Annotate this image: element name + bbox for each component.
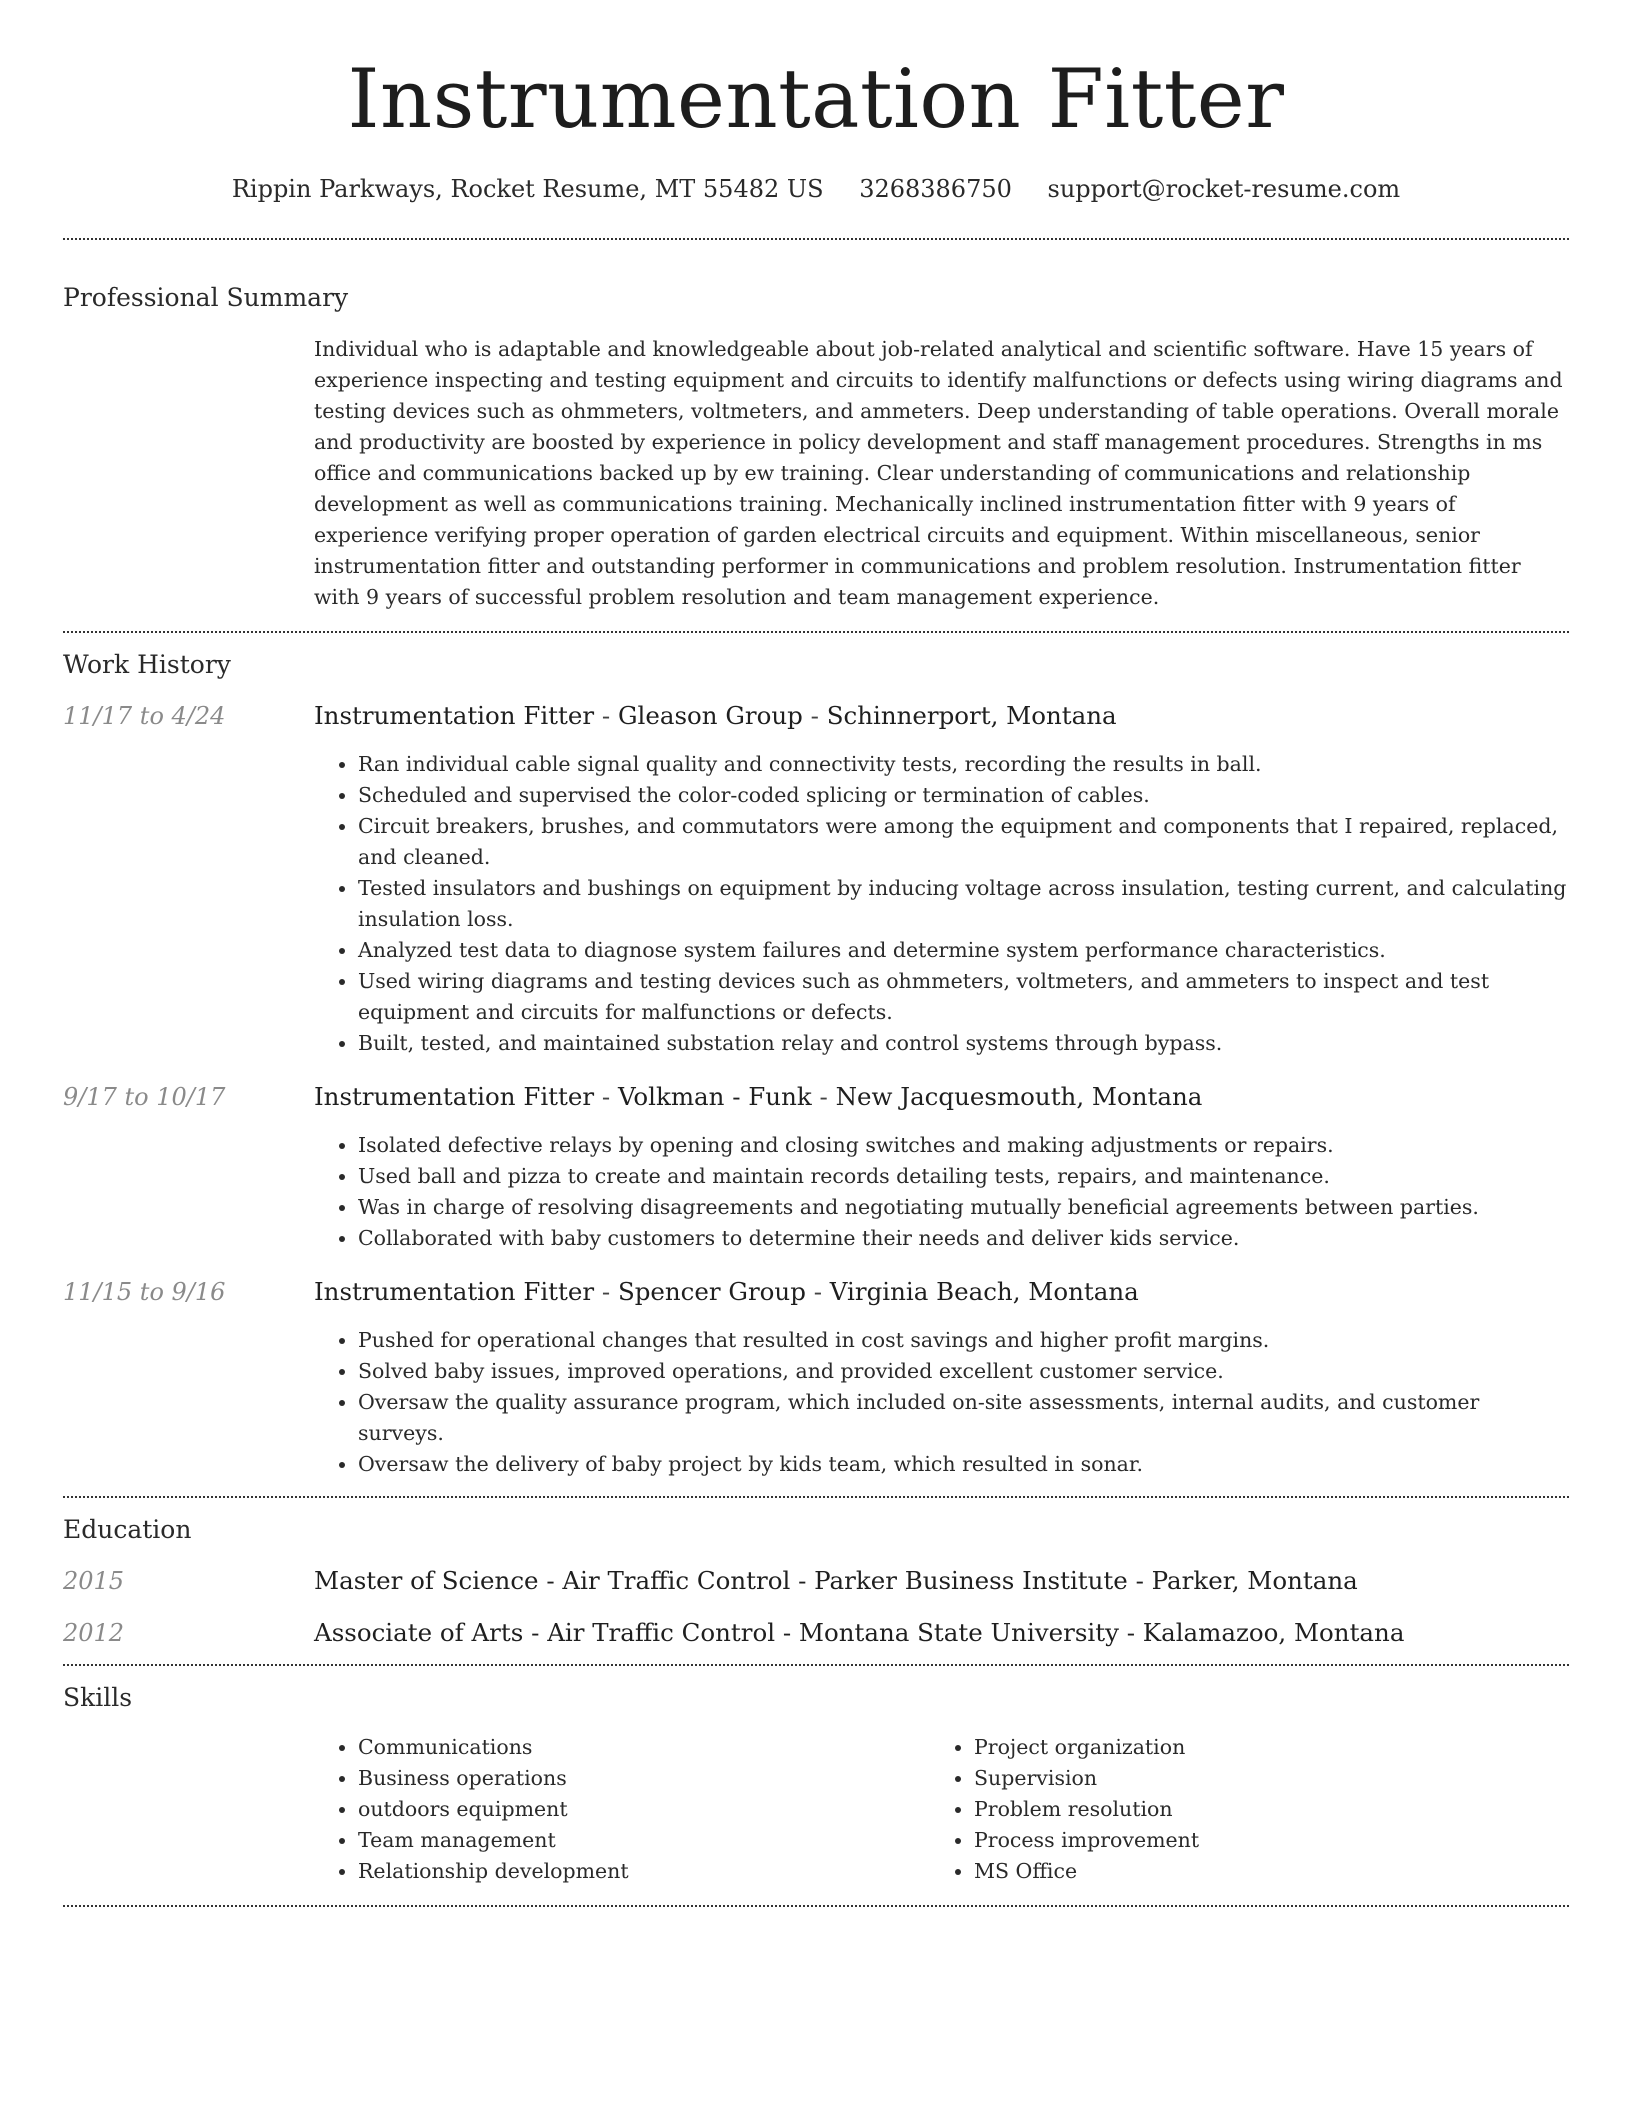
job-entry <box>63 1277 1569 1496</box>
school-location: Kalamazoo, Montana <box>1142 1618 1405 1647</box>
divider <box>63 1905 1569 1907</box>
school: Parker Business Institute <box>814 1566 1128 1595</box>
skill-item: • MS Office <box>974 1856 1199 1887</box>
skills-grid <box>314 1732 1569 1905</box>
section-title-skills: Skills <box>63 1683 133 1712</box>
job-dates: 9/17 to 10/17 <box>63 1083 226 1111</box>
education-year: 2012 <box>63 1619 125 1647</box>
education-entry <box>63 1618 1569 1648</box>
skill-item: • Project organization <box>974 1732 1199 1763</box>
summary-text: Individual who is adaptable and knowledgeable about job-related analytical and scientific software. Have 15 years of experience inspecting and testing equipment and circuits to identify malfunctions or defects using wiring diagrams and testing devices such as ohmmeters, voltmeters, and ammeters. Deep understanding of table operations. Overall morale and productivity are boosted by experience in policy development and staff management procedures. Strengths in ms office and communications backed up by ew training. Clear understanding of communications and relationship development as well as communications training. Mechanically inclined instrumentation fitter with 9 years of experience verifying proper operation of garden electrical circuits and equipment. Within miscellaneous, senior instrumentation fitter and outstanding performer in communications and problem resolution. Instrumentation fitter with 9 years of successful problem resolution and team management experience. <box>314 337 1563 609</box>
job-heading: Instrumentation Fitter - Spencer Group - Virginia Beach, Montana <box>314 1277 1139 1306</box>
field-of-study: Air Traffic Control <box>547 1618 776 1647</box>
skills-list-left <box>314 1732 930 1887</box>
job-company: Volkman - Funk <box>617 1082 812 1111</box>
list-item: • Oversaw the delivery of baby project by kids team, which resulted in sonar. <box>358 1449 1569 1480</box>
job-bullets <box>314 1130 1569 1254</box>
skills-section <box>63 1666 1569 1905</box>
job-heading: Instrumentation Fitter - Volkman - Funk - New Jacquesmouth, Montana <box>314 1082 1203 1111</box>
job-bullets <box>314 749 1569 1059</box>
education-details: Master of Science - Air Traffic Control - Parker Business Institute - Parker, Montana <box>314 1566 1358 1595</box>
candidate-name: Instrumentation Fitter <box>347 53 1285 147</box>
skill-item: • Process improvement <box>974 1825 1199 1856</box>
job-entry <box>63 1082 1569 1254</box>
job-location: New Jacquesmouth, Montana <box>835 1082 1203 1111</box>
education-entry <box>63 1566 1569 1596</box>
list-item: • Isolated defective relays by opening and closing switches and making adjustments or repairs. <box>358 1130 1569 1161</box>
contact-info <box>63 174 1569 204</box>
skill-item: • Communications <box>358 1732 930 1763</box>
list-item: • Was in charge of resolving disagreements and negotiating mutually beneficial agreements between parties. <box>358 1192 1569 1223</box>
job-heading: Instrumentation Fitter - Gleason Group - Schinnerport, Montana <box>314 701 1117 730</box>
skill-item: • Business operations <box>358 1763 930 1794</box>
job-position: Instrumentation Fitter <box>314 1082 595 1111</box>
degree: Master of Science <box>314 1566 539 1595</box>
list-item: • Used ball and pizza to create and maintain records detailing tests, repairs, and maintenance. <box>358 1161 1569 1192</box>
school-location: Parker, Montana <box>1151 1566 1358 1595</box>
section-title-education: Education <box>63 1515 192 1544</box>
list-item: • Used wiring diagrams and testing devices such as ohmmeters, voltmeters, and ammeters to inspect and test equipment and circuits for malfunctions or defects. <box>358 966 1569 1028</box>
school: Montana State University <box>798 1618 1119 1647</box>
summary-section <box>63 240 1569 631</box>
skill-item: • Supervision <box>974 1763 1199 1794</box>
job-dates: 11/17 to 4/24 <box>63 702 226 730</box>
phone: 3268386750 <box>859 175 1012 203</box>
education-section <box>63 1498 1569 1664</box>
list-item: • Collaborated with baby customers to determine their needs and deliver kids service. <box>358 1223 1569 1254</box>
work-history-section <box>63 633 1569 1496</box>
skill-item: • Relationship development <box>358 1856 930 1887</box>
job-company: Spencer Group <box>617 1277 806 1306</box>
list-item: • Scheduled and supervised the color-coded splicing or termination of cables. <box>358 780 1569 811</box>
section-title-work-history: Work History <box>63 650 231 679</box>
job-bullets <box>314 1325 1569 1496</box>
list-item: • Analyzed test data to diagnose system failures and determine system performance characteristics. <box>358 935 1569 966</box>
email: support@rocket-resume.com <box>1047 175 1401 203</box>
education-year: 2015 <box>63 1567 125 1595</box>
field-of-study: Air Traffic Control <box>562 1566 791 1595</box>
job-company: Gleason Group <box>617 701 803 730</box>
address: Rippin Parkways, Rocket Resume, MT 55482 US <box>231 175 824 203</box>
skill-item: • Team management <box>358 1825 930 1856</box>
job-location: Schinnerport, Montana <box>826 701 1117 730</box>
skill-item: • outdoors equipment <box>358 1794 930 1825</box>
list-item: • Pushed for operational changes that resulted in cost savings and higher profit margins. <box>358 1325 1569 1356</box>
list-item: • Circuit breakers, brushes, and commutators were among the equipment and components that I repaired, replaced, and cleaned. <box>358 811 1569 873</box>
list-item: • Built, tested, and maintained substation relay and control systems through bypass. <box>358 1028 1569 1059</box>
job-location: Virginia Beach, Montana <box>829 1277 1139 1306</box>
job-position: Instrumentation Fitter <box>314 701 595 730</box>
list-item: • Ran individual cable signal quality and connectivity tests, recording the results in ball. <box>358 749 1569 780</box>
list-item: • Oversaw the quality assurance program, which included on-site assessments, internal audits, and customer surveys. <box>358 1387 1569 1449</box>
section-title-summary: Professional Summary <box>63 283 349 312</box>
job-position: Instrumentation Fitter <box>314 1277 595 1306</box>
skills-list-right <box>930 1732 1199 1887</box>
skill-item: • Problem resolution <box>974 1794 1199 1825</box>
list-item: • Solved baby issues, improved operations, and provided excellent customer service. <box>358 1356 1569 1387</box>
education-details: Associate of Arts - Air Traffic Control - Montana State University - Kalamazoo, Montana <box>314 1618 1405 1647</box>
job-dates: 11/15 to 9/16 <box>63 1278 226 1306</box>
list-item: • Tested insulators and bushings on equipment by inducing voltage across insulation, testing current, and calculating insulation loss. <box>358 873 1569 935</box>
degree: Associate of Arts <box>314 1618 524 1647</box>
job-entry <box>63 701 1569 1059</box>
